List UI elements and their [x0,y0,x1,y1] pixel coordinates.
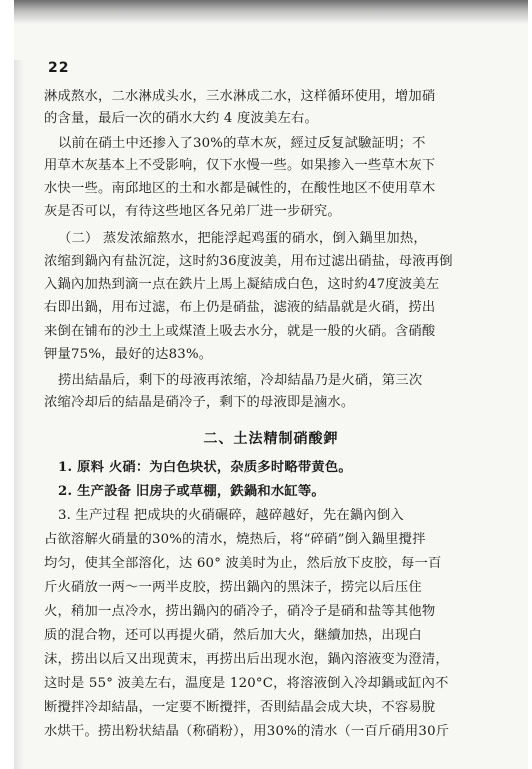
text-line: 这时是 55° 波美左右，温度是 120°C，将溶液倒入冷却鍋或缸內不 [44,676,449,691]
text-line: 占欲溶解火硝量的30%的清水，燒热后，将“碎硝”倒入鍋里攪拌 [44,532,426,547]
text-line: 均匀，使其全部溶化，达 60° 波美时为止，然后放下皮胶，每一百 [44,556,442,571]
list-item: 2. 生产設备 旧房子或草棚，鉄鍋和水缸等。 [58,484,325,499]
text-line: 浓缩冷却后的結晶是硝冷子，剩下的母液即是滷水。 [44,395,355,410]
text-line: 以前在硝土中还掺入了30%的草木灰，經过反复試驗証明；不 [58,136,426,151]
text-line: 钾量75%，最好的达83%。 [44,347,213,362]
text-line: 的含量，最后一次的硝水大约 4 度波美左右。 [44,111,318,126]
text-line: 沫，捞出以后又出现黄末，再捞出后出现水泡，鍋內溶液变为澄清， [44,652,449,667]
text-line: 灰是否可以，有待这些地区各兄弟厂进一步研究。 [44,204,341,219]
section-heading: 二、土法精制硝酸鉀 [203,431,339,447]
page-gutter-shadow [14,60,24,769]
book-page [14,0,528,769]
text-line: 火，稍加一点冷水，捞出鍋內的硝冷子，硝冷子是硝和盐等其他物 [44,604,436,619]
list-item: 3. 生产过程 把成块的火硝碾碎，越碎越好，先在鍋內倒入 [58,508,404,523]
text-line: 右即出鍋，用布过滤，布上仍是硝盐，滤液的結晶就是火硝，捞出 [44,300,436,315]
text-line: 捞出結晶后，剩下的母液再浓缩，冷却結晶乃是火硝，第三次 [58,373,423,388]
text-line: 断攪拌冷却結晶，一定要不断攪拌，否則結晶会成大块，不容易脫 [44,700,436,715]
text-line: 来倒在铺布的沙土上或煤渣上吸去水分，就是一般的火硝。含硝酸 [44,324,436,339]
text-line: 斤火硝放一两～一两半皮胶，捞出鍋內的黑沫子，捞完以后压住 [44,580,422,595]
scan-shadow [14,0,528,24]
text-line: 水烘干。捞出粉状結晶（称硝粉），用30%的清水（一百斤硝用30斤 [44,724,450,739]
text-line: 入鍋內加热到滴一点在鉄片上馬上凝結成白色，这时約47度波美左 [44,277,440,292]
list-item: 1. 原料 火硝：为白色块状，杂质多时略带黄色。 [58,460,352,475]
text-line: （二） 蒸发浓縮熬水，把能浮起鸡蛋的硝水，倒入鍋里加热， [58,231,427,246]
page-number: 22 [48,60,70,76]
text-line: 浓缩到鍋內有盐沉淀，这时約36度波美，用布过滤出硝盐，母液再倒 [44,254,453,269]
text-line: 水快一些。南邱地区的土和水都是碱性的，在酸性地区不使用草木 [44,181,436,196]
text-line: 用草木灰基本上不受影响，仅下水慢一些。如果掺入一些草木灰下 [44,158,436,173]
text-line: 淋成熬水，二水淋成头水，三水淋成二水，这样循环使用，增加硝 [44,89,436,104]
text-line: 质的混合物，还可以再提火硝，然后加大火，継續加热，出现白 [44,628,422,643]
